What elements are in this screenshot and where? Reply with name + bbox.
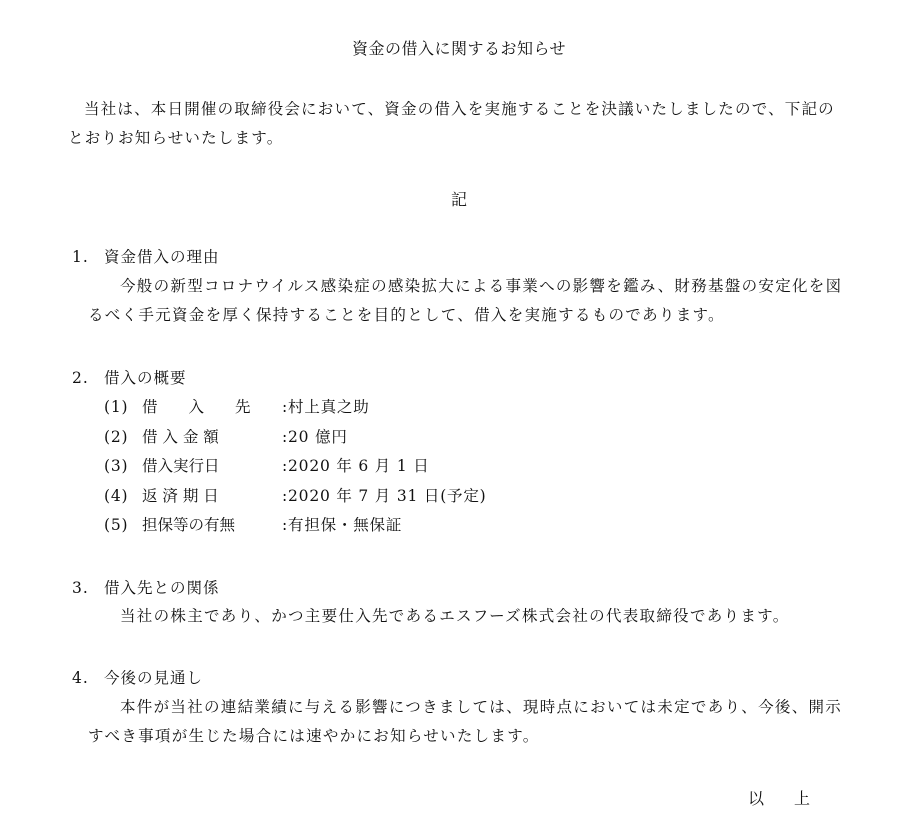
item-value: :20 億円: [282, 427, 348, 446]
item-label: 借入実行日: [142, 457, 220, 475]
item-label: 返 済 期 日: [142, 486, 219, 505]
list-item: [104, 393, 604, 423]
list-item: [104, 482, 604, 512]
item-value: :村上真之助: [282, 398, 370, 416]
section-3-heading: [72, 576, 220, 598]
closing-mark: 以上: [748, 789, 841, 808]
item-label: 借 入 金 額: [142, 427, 219, 446]
item-number: (5): [104, 516, 129, 534]
section-number: 2.: [72, 369, 89, 387]
list-item: [104, 511, 604, 541]
section-3-body: 当社の株主であり、かつ主要仕入先であるエスフーズ株式会社の代表取締役であります。: [120, 607, 790, 625]
item-number: (1): [104, 398, 129, 416]
section-title: 資金借入の理由: [104, 248, 220, 266]
list-item: [104, 423, 604, 453]
item-number: (2): [104, 427, 129, 446]
section-number: 1.: [72, 248, 89, 266]
item-number: (3): [104, 457, 129, 475]
ki-marker: 記: [450, 190, 467, 209]
loan-summary-list: [104, 393, 604, 541]
section-number: 3.: [72, 579, 89, 597]
section-number: 4.: [72, 669, 89, 687]
document-title: 資金の借入に関するお知らせ: [351, 39, 567, 58]
item-value: :有担保・無保証: [282, 516, 403, 534]
section-4-body: 本件が当社の連結業績に与える影響につきましては、現時点においては未定であり、今後、開示すべき事項が生じた場合には速やかにお知らせいたします。: [88, 698, 843, 745]
section-4-heading: [72, 666, 203, 688]
list-item: [104, 452, 604, 482]
section-title: 借入先との関係: [104, 579, 220, 597]
item-value: :2020 年 7 月 31 日(予定): [282, 486, 487, 505]
section-2-heading: [72, 366, 187, 388]
item-label: 借 入 先: [142, 398, 251, 416]
section-title: 今後の見通し: [104, 669, 204, 687]
item-label: 担保等の有無: [142, 516, 236, 534]
section-1-body: 今般の新型コロナウイルス感染症の感染拡大による事業への影響を鑑み、財務基盤の安定化を図るべく手元資金を厚く保持することを目的として、借入を実施するものであります。: [88, 277, 843, 324]
section-title: 借入の概要: [104, 369, 187, 387]
item-value: :2020 年 6 月 1 日: [282, 457, 430, 475]
section-1-heading: [72, 245, 220, 267]
item-number: (4): [104, 486, 129, 505]
intro-paragraph: 当社は、本日開催の取締役会において、資金の借入を実施することを決議いたしましたので、下記のとおりお知らせいたします。: [68, 100, 835, 147]
